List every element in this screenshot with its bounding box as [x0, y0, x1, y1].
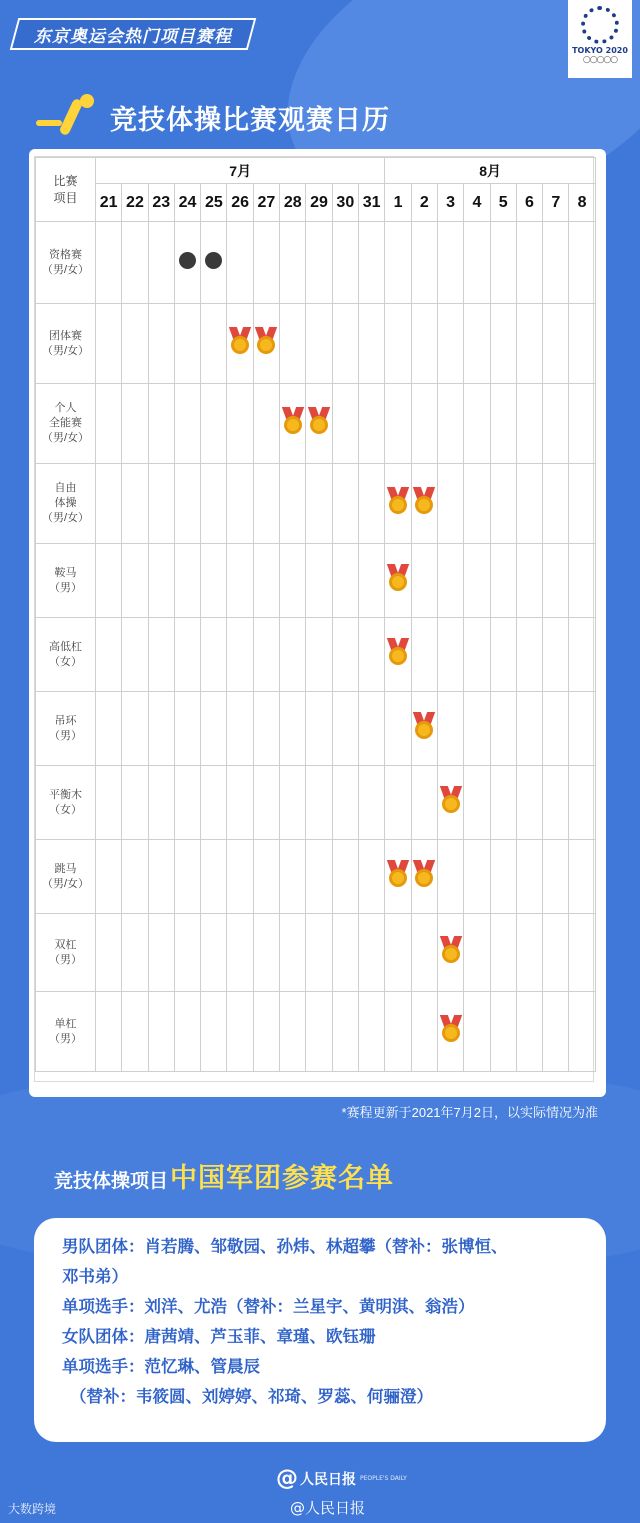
day-cell [96, 992, 122, 1072]
day-cell [358, 304, 384, 384]
header-tag-text: 东京奥运会热门项目赛程 [34, 26, 232, 47]
gold-medal-icon [387, 638, 409, 666]
day-cell [411, 618, 437, 692]
day-cell [280, 766, 306, 840]
day-cell [201, 384, 227, 464]
day-cell [201, 618, 227, 692]
day-cell [358, 992, 384, 1072]
day-header: 25 [201, 184, 227, 222]
day-cell [148, 544, 174, 618]
day-cell [464, 384, 490, 464]
day-cell [464, 618, 490, 692]
day-cell [306, 544, 332, 618]
day-cell [96, 222, 122, 304]
day-cell [306, 222, 332, 304]
day-cell [253, 384, 279, 464]
day-cell [280, 384, 306, 464]
day-cell [253, 914, 279, 992]
day-cell [437, 222, 463, 304]
event-label: 平衡木 （女） [36, 766, 96, 840]
day-cell [122, 618, 148, 692]
event-row [36, 384, 596, 464]
roster-line: 女队团体：唐茜靖、芦玉菲、章瑾、欧钰珊 [62, 1327, 376, 1346]
day-cell [358, 692, 384, 766]
day-cell [96, 766, 122, 840]
day-cell [201, 222, 227, 304]
day-cell [543, 464, 569, 544]
day-header: 24 [174, 184, 200, 222]
day-cell [96, 914, 122, 992]
day-cell [516, 544, 542, 618]
day-cell [543, 840, 569, 914]
day-cell [253, 618, 279, 692]
event-label: 资格赛 （男/女） [36, 222, 96, 304]
day-cell [516, 464, 542, 544]
event-row [36, 914, 596, 992]
day-cell [464, 992, 490, 1072]
day-header: 30 [332, 184, 358, 222]
event-row [36, 222, 596, 304]
day-cell [280, 914, 306, 992]
day-cell [332, 992, 358, 1072]
day-cell [122, 304, 148, 384]
day-cell [280, 840, 306, 914]
day-cell [227, 304, 253, 384]
event-label: 高低杠 （女） [36, 618, 96, 692]
day-cell [148, 914, 174, 992]
event-row [36, 766, 596, 840]
day-cell [306, 304, 332, 384]
qualification-dot-icon [179, 252, 196, 269]
event-label: 跳马 （男/女） [36, 840, 96, 914]
day-cell [358, 384, 384, 464]
day-cell [543, 544, 569, 618]
gold-medal-icon [440, 1015, 462, 1043]
roster-title [54, 1156, 394, 1195]
day-cell [569, 222, 595, 304]
day-cell [411, 544, 437, 618]
day-cell [464, 840, 490, 914]
calendar-section-title [36, 92, 390, 142]
day-cell [437, 618, 463, 692]
day-cell [516, 618, 542, 692]
gymnast-icon [36, 94, 106, 140]
gold-medal-icon [229, 327, 251, 355]
day-cell [253, 222, 279, 304]
gold-medal-icon [387, 487, 409, 515]
day-cell [201, 992, 227, 1072]
day-header: 4 [464, 184, 490, 222]
day-cell [411, 304, 437, 384]
day-cell [122, 384, 148, 464]
day-cell [490, 914, 516, 992]
day-header: 8 [569, 184, 595, 222]
day-cell [280, 544, 306, 618]
day-cell [464, 464, 490, 544]
roster-card [34, 1218, 606, 1442]
day-cell [464, 692, 490, 766]
day-cell [96, 384, 122, 464]
day-cell [253, 304, 279, 384]
day-cell [543, 304, 569, 384]
day-cell [201, 544, 227, 618]
day-cell [96, 464, 122, 544]
day-cell [96, 544, 122, 618]
event-label: 吊环 （男） [36, 692, 96, 766]
day-cell [148, 692, 174, 766]
day-cell [385, 464, 411, 544]
day-cell [516, 384, 542, 464]
day-cell [174, 384, 200, 464]
day-cell [306, 384, 332, 464]
day-cell [385, 544, 411, 618]
day-cell [122, 464, 148, 544]
day-cell [253, 464, 279, 544]
day-cell [543, 692, 569, 766]
logo-text: 人民日报 [300, 1471, 356, 1488]
event-label: 双杠 （男） [36, 914, 96, 992]
day-cell [411, 222, 437, 304]
day-cell [569, 544, 595, 618]
day-cell [411, 692, 437, 766]
day-cell [411, 992, 437, 1072]
peoples-daily-logo [276, 1466, 407, 1491]
event-row [36, 692, 596, 766]
day-cell [490, 222, 516, 304]
day-cell [148, 304, 174, 384]
day-cell [148, 618, 174, 692]
header-tag [10, 18, 257, 50]
logo-subtext: PEOPLE'S DAILY [360, 1475, 407, 1482]
day-cell [385, 840, 411, 914]
day-cell [96, 618, 122, 692]
day-header: 28 [280, 184, 306, 222]
emblem-icon [581, 6, 619, 44]
day-cell [569, 618, 595, 692]
day-cell [122, 840, 148, 914]
day-cell [122, 544, 148, 618]
day-cell [174, 692, 200, 766]
day-header: 26 [227, 184, 253, 222]
day-cell [332, 222, 358, 304]
day-cell [201, 692, 227, 766]
day-cell [516, 222, 542, 304]
day-cell [332, 464, 358, 544]
qualification-dot-icon [205, 252, 222, 269]
day-header: 6 [516, 184, 542, 222]
day-cell [148, 384, 174, 464]
day-cell [385, 384, 411, 464]
day-cell [201, 304, 227, 384]
day-cell [174, 840, 200, 914]
calendar-card [29, 149, 606, 1097]
day-cell [543, 914, 569, 992]
day-cell [569, 840, 595, 914]
day-cell [464, 222, 490, 304]
day-cell [227, 766, 253, 840]
day-cell [385, 914, 411, 992]
day-cell [358, 766, 384, 840]
day-cell [174, 222, 200, 304]
day-cell [174, 992, 200, 1072]
day-cell [174, 766, 200, 840]
day-cell [543, 618, 569, 692]
day-cell [569, 766, 595, 840]
roster-line: （替补：韦筱圆、刘婷婷、祁琦、罗蕊、何骊澄） [70, 1387, 433, 1406]
day-cell [227, 222, 253, 304]
day-cell [358, 222, 384, 304]
day-cell [306, 464, 332, 544]
day-header: 23 [148, 184, 174, 222]
event-row [36, 304, 596, 384]
day-cell [174, 544, 200, 618]
day-cell [148, 840, 174, 914]
day-cell [332, 384, 358, 464]
day-cell [437, 914, 463, 992]
roster-line: 邓书弟） [62, 1267, 128, 1286]
day-cell [490, 692, 516, 766]
day-cell [280, 464, 306, 544]
day-cell [358, 914, 384, 992]
day-cell [543, 766, 569, 840]
day-cell [96, 840, 122, 914]
event-label: 鞍马 （男） [36, 544, 96, 618]
event-row [36, 544, 596, 618]
event-label: 团体赛 （男/女） [36, 304, 96, 384]
day-cell [332, 544, 358, 618]
gold-medal-icon [282, 407, 304, 435]
day-cell [543, 384, 569, 464]
day-cell [411, 384, 437, 464]
day-cell [280, 692, 306, 766]
day-cell [569, 692, 595, 766]
day-header: 31 [358, 184, 384, 222]
day-cell [464, 766, 490, 840]
day-cell [358, 618, 384, 692]
day-cell [122, 692, 148, 766]
day-cell [227, 384, 253, 464]
day-cell [569, 914, 595, 992]
day-cell [122, 914, 148, 992]
day-header: 29 [306, 184, 332, 222]
day-cell [411, 840, 437, 914]
day-cell [227, 840, 253, 914]
day-cell [174, 914, 200, 992]
day-cell [437, 384, 463, 464]
day-cell [464, 544, 490, 618]
day-cell [569, 992, 595, 1072]
day-cell [437, 692, 463, 766]
day-cell [306, 692, 332, 766]
day-cell [411, 914, 437, 992]
day-cell [490, 766, 516, 840]
day-cell [201, 464, 227, 544]
day-header: 27 [253, 184, 279, 222]
day-cell [385, 618, 411, 692]
day-cell [437, 464, 463, 544]
day-cell [148, 766, 174, 840]
day-cell [306, 914, 332, 992]
day-cell [490, 840, 516, 914]
day-cell [358, 544, 384, 618]
day-header: 21 [96, 184, 122, 222]
day-cell [464, 304, 490, 384]
roster-title-a: 竞技体操项目 [54, 1170, 169, 1192]
day-cell [358, 464, 384, 544]
day-cell [385, 766, 411, 840]
day-cell [253, 840, 279, 914]
gold-medal-icon [413, 712, 435, 740]
day-cell [227, 692, 253, 766]
calendar-title: 竞技体操比赛观赛日历 [110, 104, 390, 136]
day-cell [227, 618, 253, 692]
day-cell [516, 992, 542, 1072]
day-cell [385, 304, 411, 384]
day-cell [569, 464, 595, 544]
day-cell [490, 304, 516, 384]
day-cell [174, 464, 200, 544]
event-row [36, 464, 596, 544]
gold-medal-icon [440, 936, 462, 964]
day-cell [280, 222, 306, 304]
day-cell [332, 840, 358, 914]
day-cell [437, 992, 463, 1072]
day-cell [122, 222, 148, 304]
day-cell [96, 304, 122, 384]
olympic-rings-icon: ○○○○○ [582, 55, 618, 65]
day-cell [490, 992, 516, 1072]
day-cell [464, 914, 490, 992]
day-cell [280, 304, 306, 384]
day-cell [306, 840, 332, 914]
day-cell [516, 692, 542, 766]
gold-medal-icon [413, 860, 435, 888]
day-header: 1 [385, 184, 411, 222]
day-cell [253, 992, 279, 1072]
day-cell [569, 304, 595, 384]
day-header: 3 [437, 184, 463, 222]
day-cell [306, 992, 332, 1072]
schedule-note: *赛程更新于2021年7月2日，以实际情况为准 [341, 1105, 598, 1120]
at-icon: @ [276, 1466, 298, 1491]
day-cell [490, 464, 516, 544]
weibo-handle[interactable]: @人民日报 [290, 1499, 366, 1517]
day-header: 22 [122, 184, 148, 222]
day-cell [516, 914, 542, 992]
day-cell [306, 618, 332, 692]
day-cell [385, 692, 411, 766]
day-cell [96, 692, 122, 766]
day-cell [253, 544, 279, 618]
day-cell [174, 304, 200, 384]
day-cell [437, 304, 463, 384]
day-cell [490, 544, 516, 618]
day-cell [437, 544, 463, 618]
day-cell [201, 766, 227, 840]
watermark: 大数跨境 [8, 1502, 57, 1516]
day-cell [148, 464, 174, 544]
day-cell [148, 992, 174, 1072]
day-cell [437, 840, 463, 914]
gold-medal-icon [308, 407, 330, 435]
day-cell [411, 766, 437, 840]
day-cell [516, 766, 542, 840]
day-cell [516, 304, 542, 384]
day-cell [201, 840, 227, 914]
gold-medal-icon [440, 786, 462, 814]
day-cell [332, 692, 358, 766]
day-cell [148, 222, 174, 304]
day-cell [227, 544, 253, 618]
day-cell [332, 618, 358, 692]
day-cell [280, 992, 306, 1072]
day-cell [280, 618, 306, 692]
day-cell [227, 464, 253, 544]
day-cell [490, 618, 516, 692]
day-cell [490, 384, 516, 464]
day-cell [332, 304, 358, 384]
day-cell [227, 914, 253, 992]
day-cell [227, 992, 253, 1072]
day-cell [306, 766, 332, 840]
event-row [36, 992, 596, 1072]
day-cell [253, 692, 279, 766]
day-cell [332, 914, 358, 992]
roster-line: 男队团体：肖若腾、邹敬园、孙炜、林超攀（替补：张博恒、 [62, 1237, 508, 1256]
month-header: 7月 [96, 158, 385, 184]
tokyo-2020-emblem [568, 0, 632, 78]
day-cell [543, 222, 569, 304]
event-label: 个人 全能赛 （男/女） [36, 384, 96, 464]
day-cell [385, 222, 411, 304]
roster-title-b: 中国军团参赛名单 [170, 1163, 395, 1194]
day-header: 5 [490, 184, 516, 222]
day-cell [174, 618, 200, 692]
day-cell [358, 840, 384, 914]
day-cell [385, 992, 411, 1072]
event-label: 单杠 （男） [36, 992, 96, 1072]
month-header: 8月 [385, 158, 595, 184]
day-cell [411, 464, 437, 544]
gold-medal-icon [413, 487, 435, 515]
gold-medal-icon [387, 860, 409, 888]
day-cell [543, 992, 569, 1072]
day-cell [332, 766, 358, 840]
roster-line: 单项选手：范忆琳、管晨辰 [62, 1357, 260, 1376]
day-cell [437, 766, 463, 840]
day-header: 7 [543, 184, 569, 222]
day-cell [122, 766, 148, 840]
roster-line: 单项选手：刘洋、尤浩（替补：兰星宇、黄明淇、翁浩） [62, 1297, 475, 1316]
gold-medal-icon [255, 327, 277, 355]
event-row [36, 840, 596, 914]
day-cell [516, 840, 542, 914]
day-header: 2 [411, 184, 437, 222]
day-cell [122, 992, 148, 1072]
calendar-table [35, 157, 596, 1072]
event-label: 自由 体操 （男/女） [36, 464, 96, 544]
emblem-text: TOKYO 2020 [572, 46, 628, 55]
day-cell [201, 914, 227, 992]
calendar-grid [34, 156, 594, 1082]
day-cell [253, 766, 279, 840]
corner-header: 比赛 项目 [36, 158, 96, 222]
event-row [36, 618, 596, 692]
day-cell [569, 384, 595, 464]
gold-medal-icon [387, 564, 409, 592]
